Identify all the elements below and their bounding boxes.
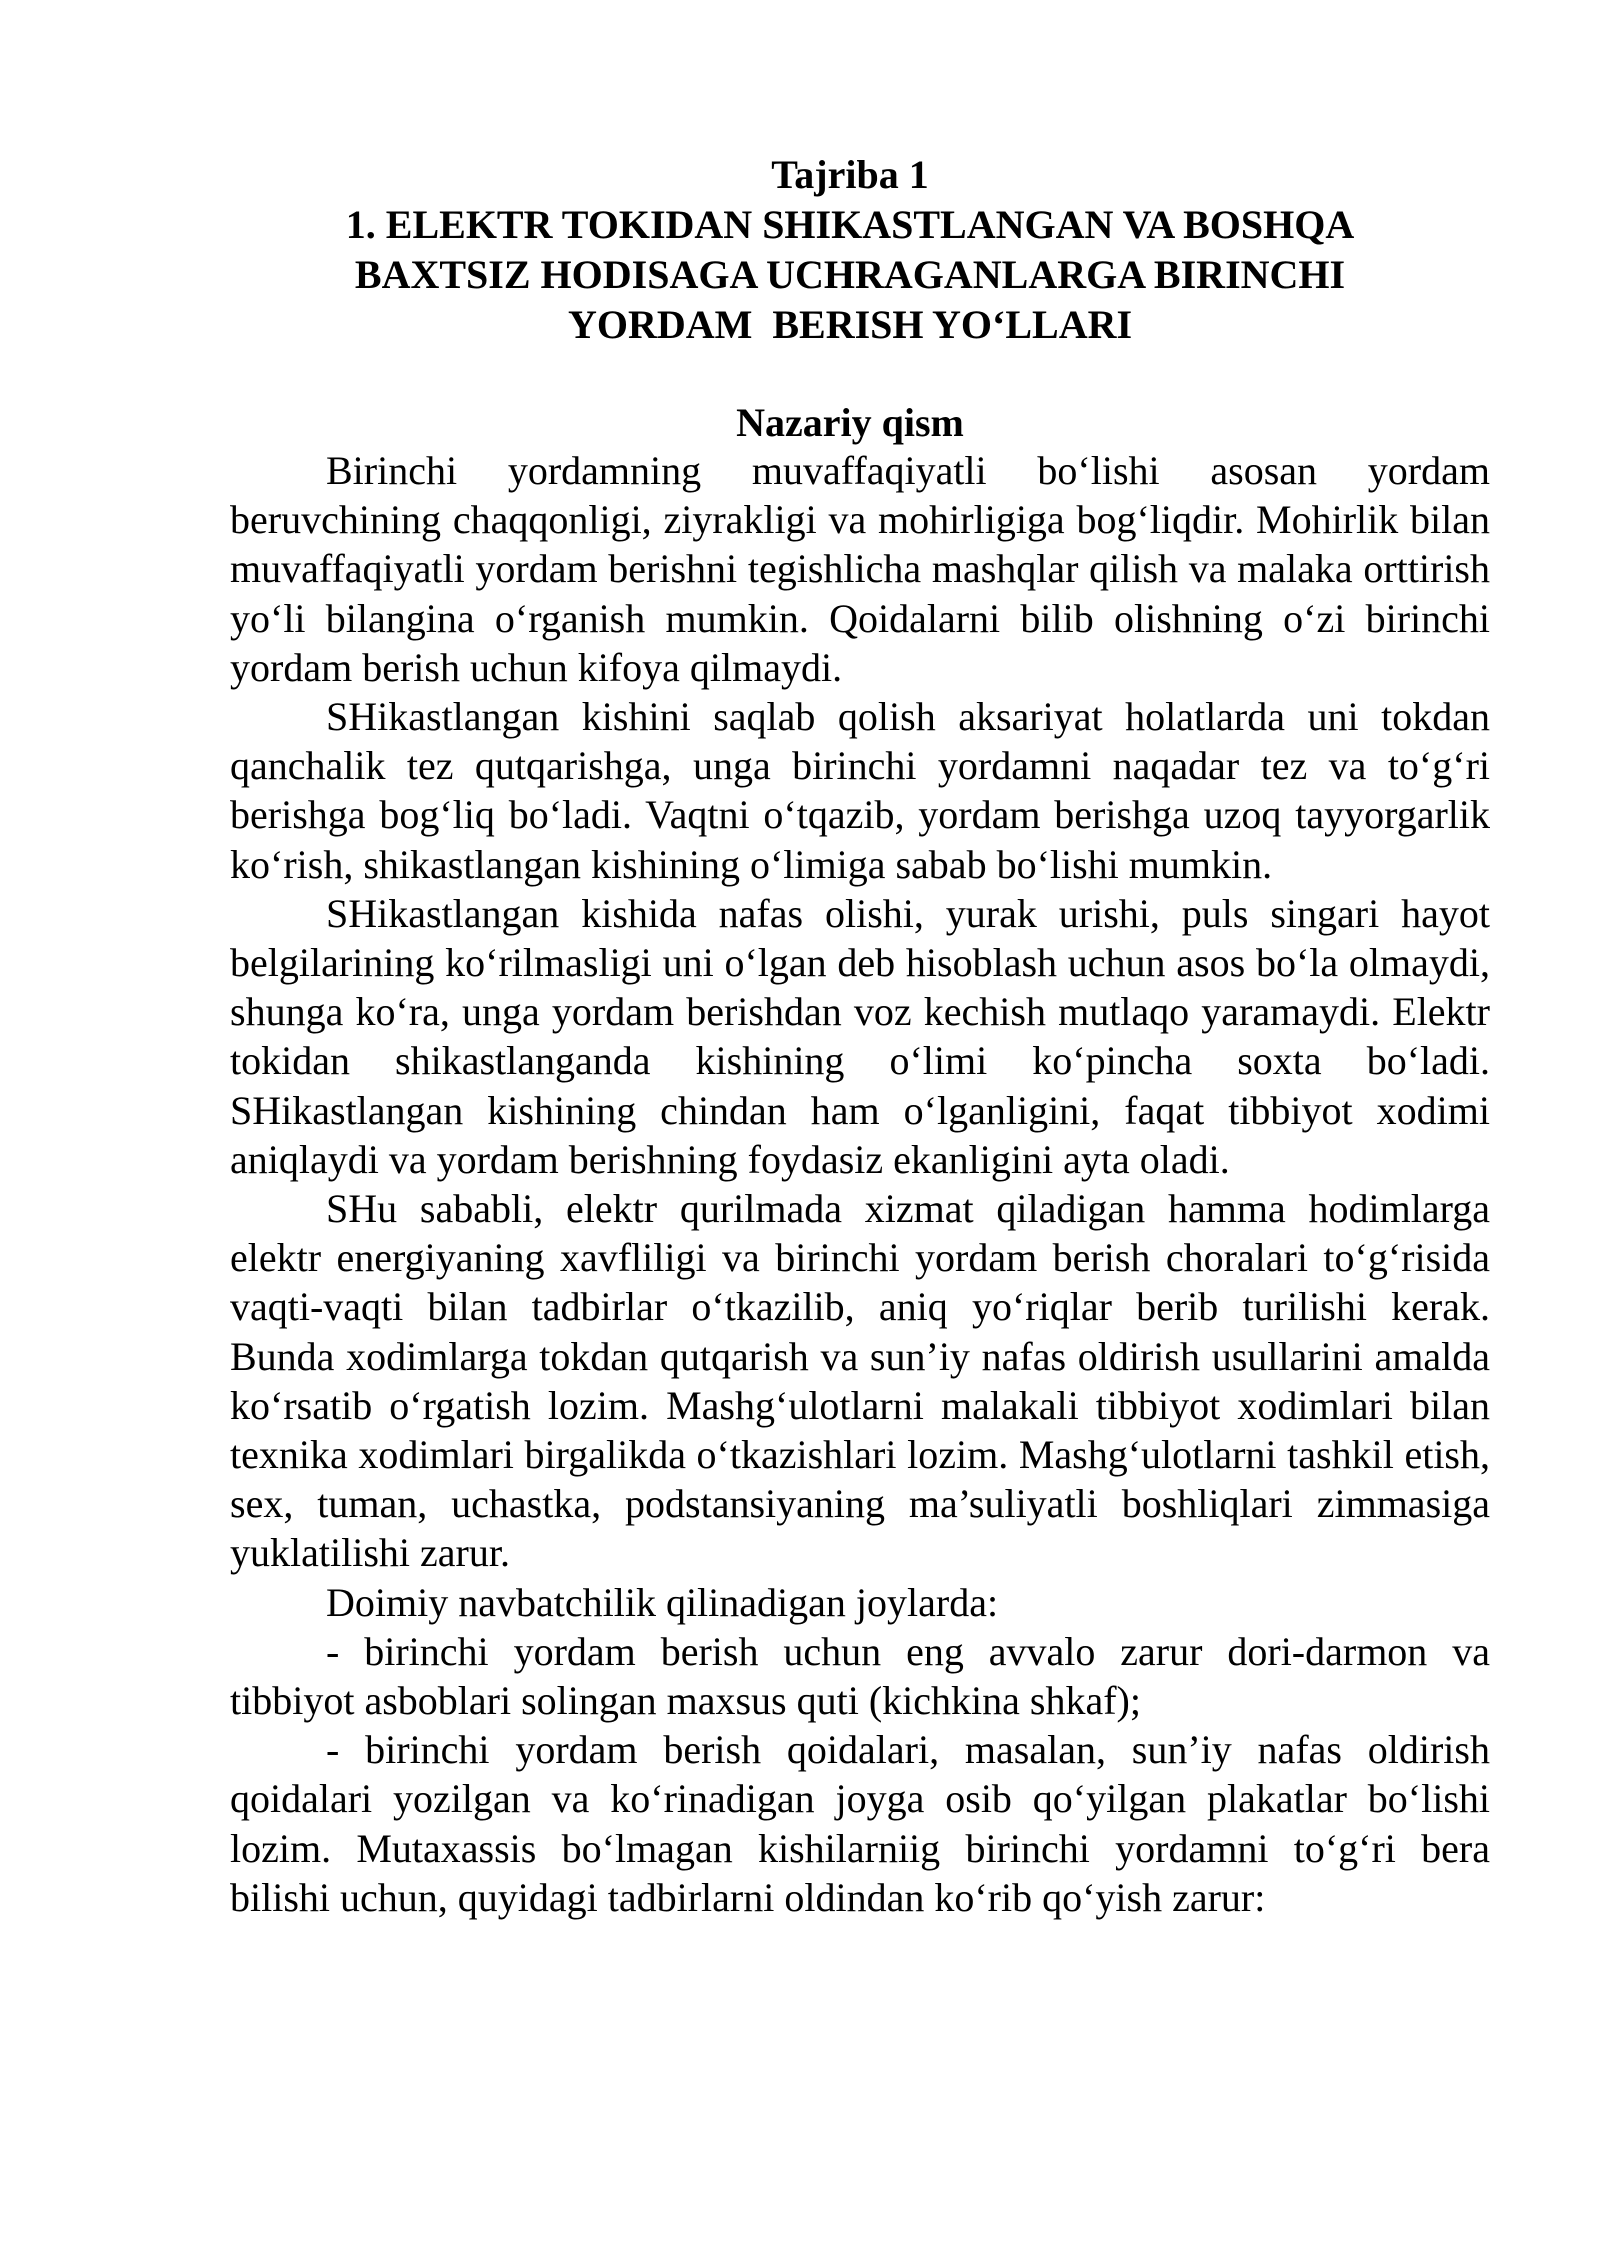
chapter-title-line-2: BAXTSIZ HODISAGA UCHRAGANLARGA BIRINCHI — [354, 252, 1346, 297]
list-item: - birinchi yordam berish qoidalari, masalan, sun’iy nafas oldirish qoidalari yozilgan va ko‘rinadigan joyga osib qo‘yilgan plakatlar bo‘lishi lozim. Mutaxassis bo‘lmagan kishilarniig birinchi yordamni to‘g‘ri bera bilishi uchun, quyidagi tadbirlarni oldindan ko‘rib qo‘yish zarur: — [230, 1727, 1490, 1920]
section-title: Nazariy qism — [736, 400, 964, 445]
document-header — [230, 150, 1470, 350]
experiment-number: Tajriba 1 — [771, 152, 929, 197]
chapter-title-line-1: 1. ELEKTR TOKIDAN SHIKASTLANGAN VA BOSHQA — [345, 202, 1355, 247]
list-item: - birinchi yordam berish uchun eng avvalo zarur dori-darmon va tibbiyot asboblari solingan maxsus quti (kichkina shkaf); — [230, 1628, 1490, 1724]
body-text — [230, 446, 1490, 1922]
chapter-title-line-3: YORDAM BERISH YO‘LLARI — [567, 302, 1133, 347]
paragraph: SHikastlangan kishini saqlab qolish aksariyat holatlarda uni tokdan qanchalik tez qutqarishga, unga birinchi yordamni naqadar tez va to‘g‘ri berishga bog‘liq bo‘ladi. Vaqtni o‘tqazib, yordam berishga uzoq tayyorgarlik ko‘rish, shikastlangan kishining o‘limiga sabab bo‘lishi mumkin. — [230, 694, 1490, 887]
paragraph: SHikastlangan kishida nafas olishi, yurak urishi, puls singari hayot belgilarining ko‘rilmasligi uni o‘lgan deb hisoblash uchun asos bo‘la olmaydi, shunga ko‘ra, unga yordam berishdan voz kechish mutlaqo yaramaydi. Elektr tokidan shikastlanganda kishining o‘limi ko‘pincha soxta bo‘ladi. SHikastlangan kishining chindan ham o‘lganligini, faqat tibbiyot xodimi aniqlaydi va yordam berishning foydasiz ekanligini ayta oladi. — [230, 890, 1490, 1182]
paragraph: Doimiy navbatchilik qilinadigan joylarda: — [326, 1579, 999, 1625]
paragraph: Birinchi yordamning muvaffaqiyatli bo‘lishi asosan yordam beruvchining chaqqonligi, ziyrakligi va mohirligiga bog‘liqdir. Mohirlik bilan muvaffaqiyatli yordam berishni tegishlicha mashqlar qilish va malaka orttirish yo‘li bilangina o‘rganish mumkin. Qoidalarni bilib olishning o‘zi birinchi yordam berish uchun kifoya qilmaydi. — [230, 448, 1490, 690]
paragraph: SHu sababli, elektr qurilmada xizmat qiladigan hamma hodimlarga elektr energiyaning xavfliligi va birinchi yordam berish choralari to‘g‘risida vaqti-vaqti bilan tadbirlar o‘tkazilib, aniq yo‘riqlar berib turilishi kerak. Bunda xodimlarga tokdan qutqarish va sun’iy nafas oldirish usullarini amalda ko‘rsatib o‘rgatish lozim. Mashg‘ulotlarni malakali tibbiyot xodimlari bilan texnika xodimlari birgalikda o‘tkazishlari lozim. Mashg‘ulotlarni tashkil etish, sex, tuman, uchastka, podstansiyaning ma’suliyatli boshliqlari zimmasiga yuklatilishi zarur. — [230, 1186, 1490, 1576]
